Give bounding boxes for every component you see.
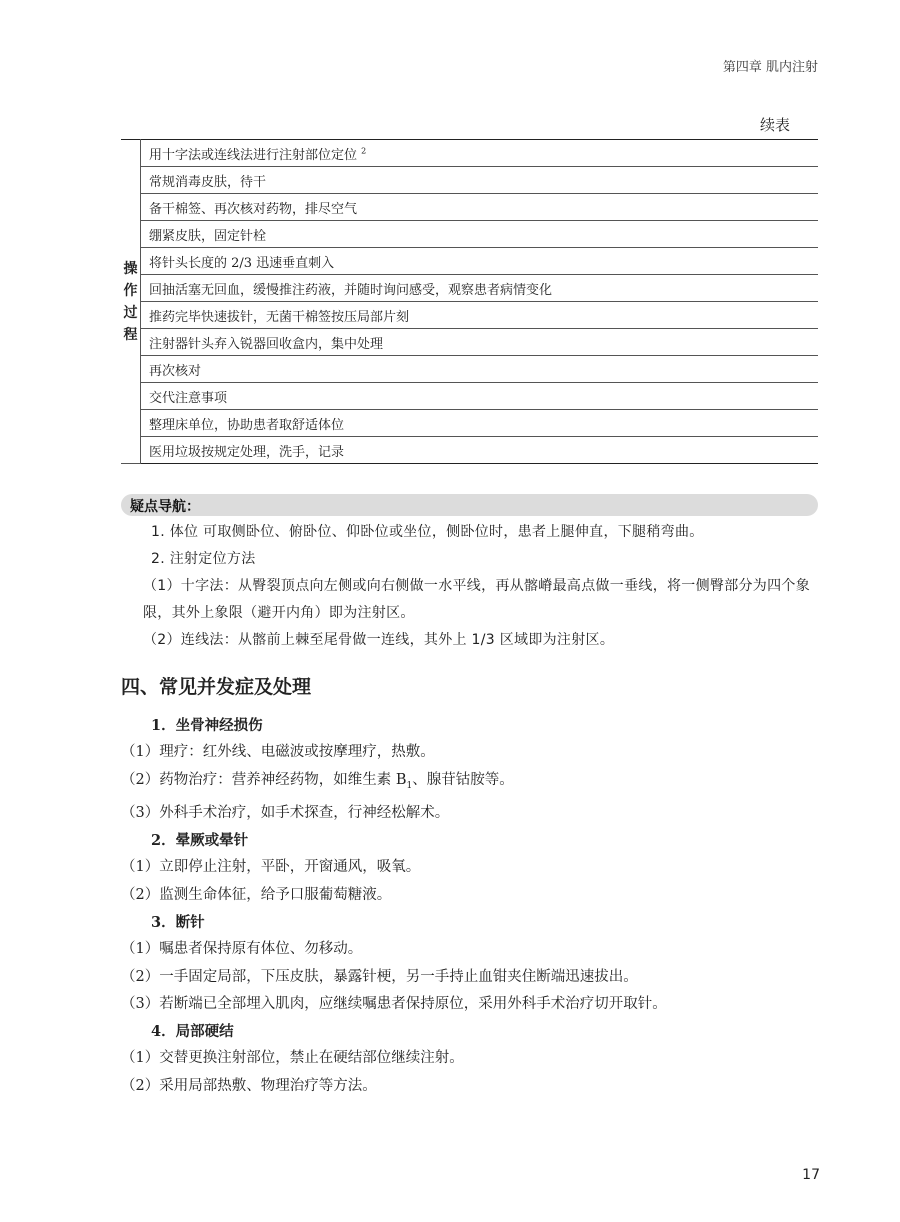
list-item: （2）采用局部热敷、物理治疗等方法。 [121,1077,377,1094]
step-cell: 绷紧皮肤，固定针栓 [141,221,819,248]
continued-label: 续表 [759,116,790,134]
chapter-header: 第四章 肌内注射 [722,60,818,75]
nav-line: 1. 体位 可取侧卧位、俯卧位、仰卧位或坐位，侧卧位时，患者上腿伸直，下腿稍弯曲。 [151,524,704,540]
step-cell: 注射器针头弃入锐器回收盒内，集中处理 [141,329,819,356]
list-item: （1）交替更换注射部位，禁止在硬结部位继续注射。 [121,1050,464,1067]
step-cell: 再次核对 [141,356,819,383]
subsection-title: 1．坐骨神经损伤 [151,717,263,734]
subscript: 1 [406,780,413,791]
nav-title: 疑点导航： [130,499,200,515]
nav-line: 2. 注射定位方法 [151,551,256,567]
section-label-char: 过 [123,304,138,321]
section-label-char: 作 [123,282,138,299]
step-cell: 医用垃圾按规定处理，洗手，记录 [141,437,819,464]
list-item: （1）立即停止注射，平卧，开窗通风，吸氧。 [121,859,421,876]
step-cell: 将针头长度的 2/3 迅速垂直刺入 [141,248,819,275]
list-item-text: （2）药物治疗：营养神经药物，如维生素 B [121,771,407,788]
subsection-title: 3．断针 [151,913,205,931]
footnote-mark: 2 [361,146,367,156]
list-item: （3）若断端已全部埋入肌肉，应继续嘱患者保持原位，采用外科手术治疗切开取针。 [121,995,667,1012]
page-number: 17 [802,1167,820,1183]
nav-title-bar [121,494,818,516]
subsection-title: 2．晕厥或晕针 [151,832,249,850]
list-item [121,767,818,800]
step-cell: 整理床单位，协助患者取舒适体位 [141,410,819,437]
step-cell: 常规消毒皮肤，待干 [141,167,819,194]
complications-section [121,712,818,1100]
procedure-table [121,139,818,464]
nav-content [121,519,818,654]
subsection-title: 4．局部硬结 [151,1023,234,1041]
list-item: （2）一手固定局部，下压皮肤，暴露针梗，另一手持止血钳夹住断端迅速拔出。 [121,968,638,985]
section-label-char: 程 [123,326,138,343]
list-item-text: 、腺苷钴胺等。 [412,771,514,788]
step-cell: 回抽活塞无回血，缓慢推注药液，并随时询问感受，观察患者病情变化 [141,275,819,302]
section-title: 四、常见并发症及处理 [121,676,312,698]
section-label-cell [121,140,141,464]
section-label-char: 操 [123,260,138,277]
step-cell: 推药完毕快速拔针，无菌干棉签按压局部片刻 [141,302,819,329]
nav-line: （1）十字法：从臀裂顶点向左侧或向右侧做一水平线，再从髂嵴最高点做一垂线，将一侧臀部分为四个象限，其外上象限（避开内角）即为注射区。 [143,578,811,621]
list-item: （1）理疗：红外线、电磁波或按摩理疗，热敷。 [121,744,435,761]
step-text: 用十字法或连线法进行注射部位定位 [149,147,358,163]
list-item: （2）监测生命体征，给予口服葡萄糖液。 [121,886,392,903]
step-cell: 备干棉签、再次核对药物，排尽空气 [141,194,819,221]
nav-line: （2）连线法：从髂前上棘至尾骨做一连线，其外上 1/3 区域即为注射区。 [143,632,615,648]
list-item: （3）外科手术治疗，如手术探查，行神经松解术。 [121,804,450,821]
step-cell [141,140,819,167]
step-cell: 交代注意事项 [141,383,819,410]
list-item: （1）嘱患者保持原有体位、勿移动。 [121,941,363,958]
